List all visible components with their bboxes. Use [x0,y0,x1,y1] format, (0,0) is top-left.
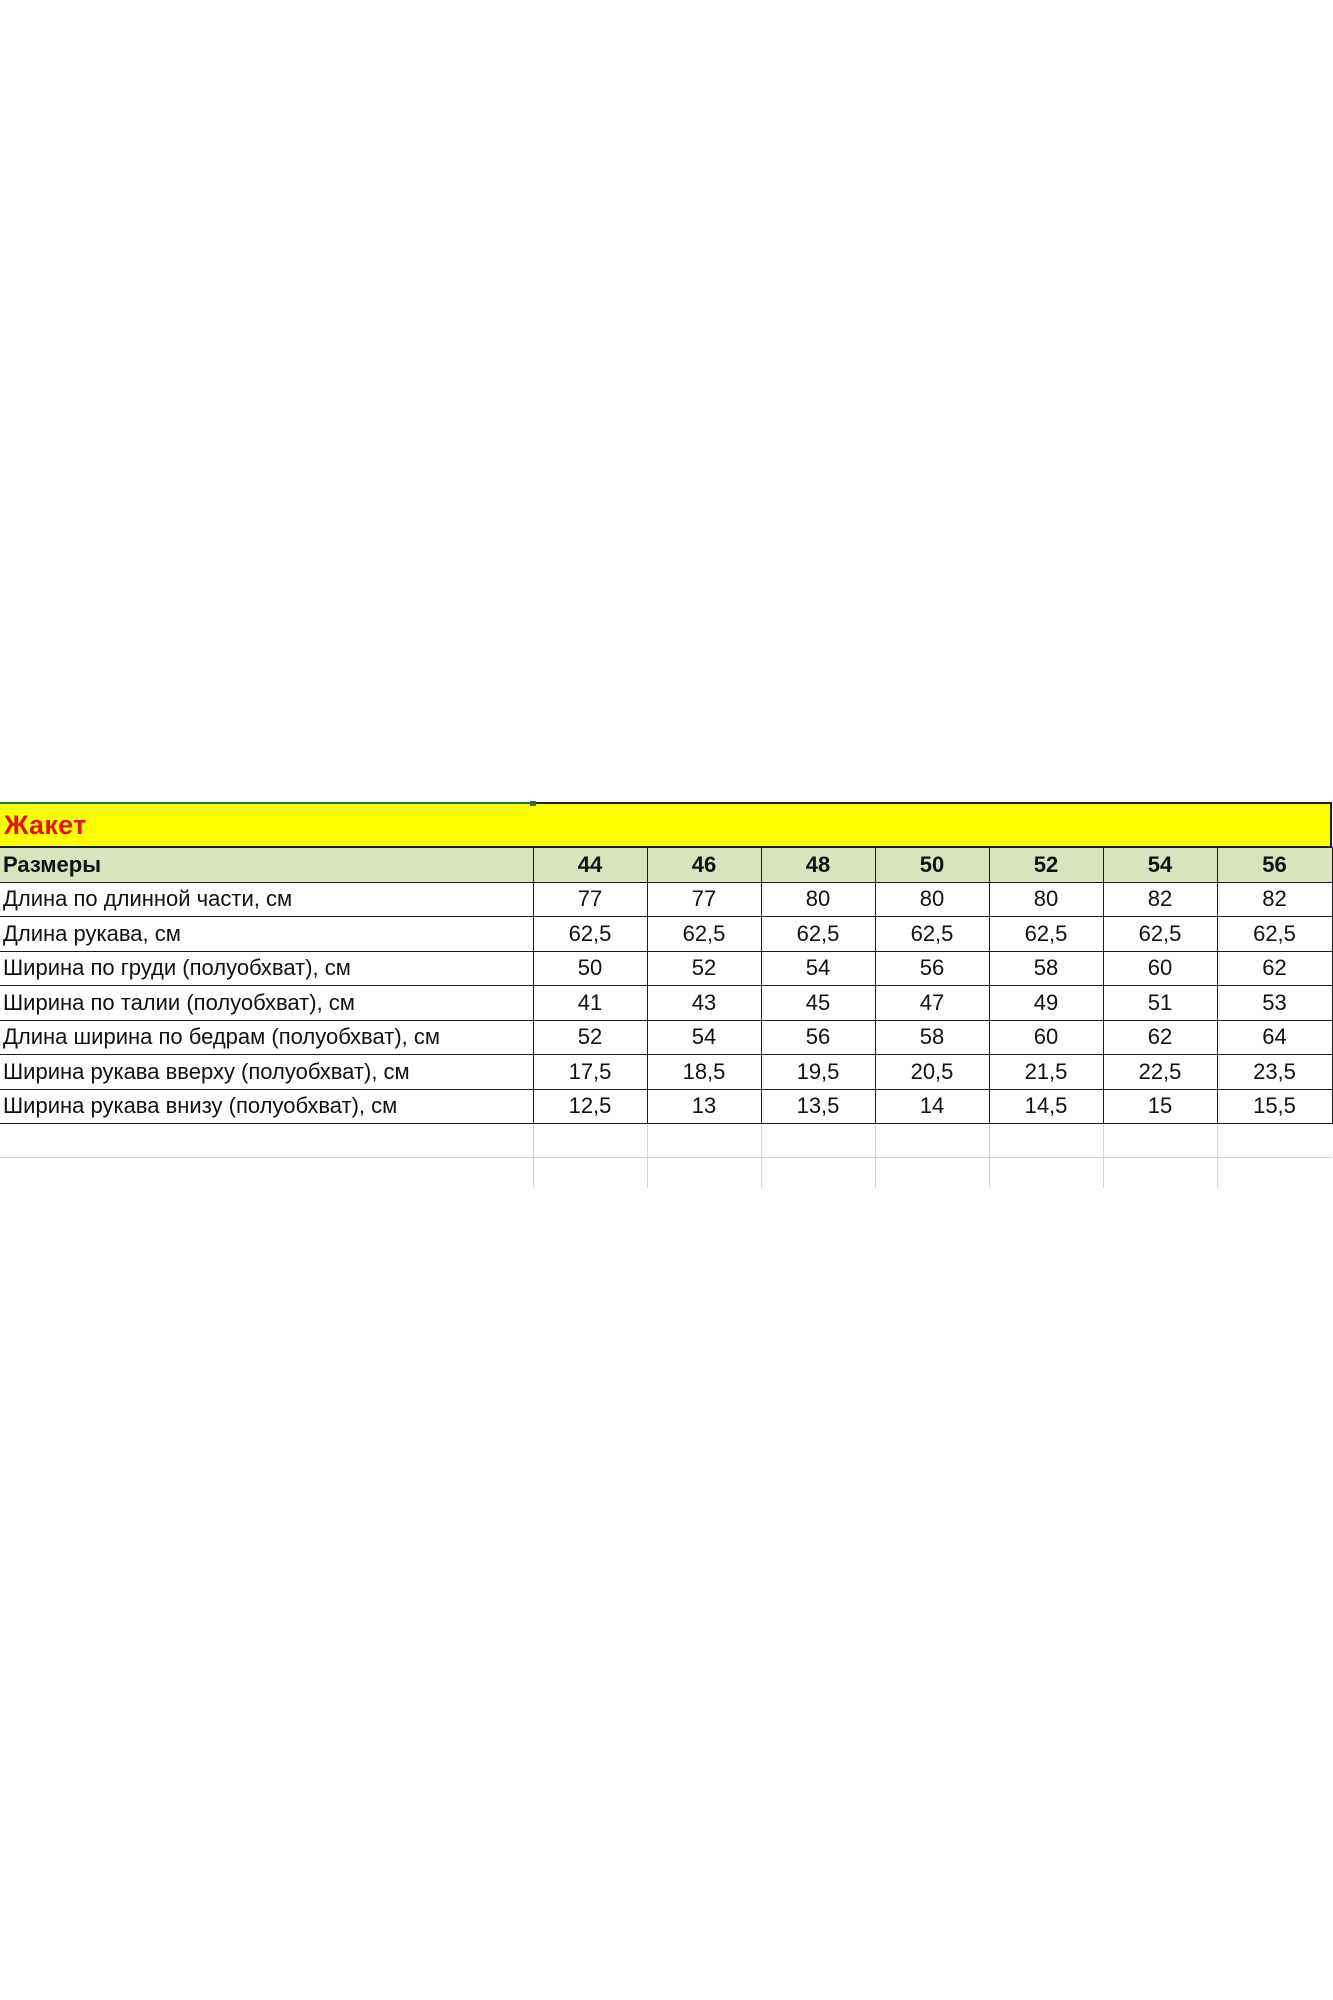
value-cell[interactable]: 12,5 [533,1089,647,1124]
header-row [0,848,1332,883]
row-label-cell[interactable]: Ширина по талии (полуобхват), см [0,986,533,1021]
size-table [0,847,1333,1124]
value-cell[interactable]: 60 [989,1020,1103,1055]
sheet-title: Жакет [4,810,87,840]
value-cell[interactable]: 20,5 [875,1055,989,1090]
value-cell[interactable]: 58 [875,1020,989,1055]
value-cell[interactable]: 47 [875,986,989,1021]
value-cell[interactable]: 82 [1217,882,1332,917]
size-table-body [0,848,1332,1124]
table-row [0,1089,1332,1124]
gridline [1217,1124,1218,1188]
value-cell[interactable]: 43 [647,986,761,1021]
selection-border [0,802,533,804]
value-cell[interactable]: 22,5 [1103,1055,1217,1090]
value-cell[interactable]: 62,5 [989,917,1103,952]
value-cell[interactable]: 80 [761,882,875,917]
value-cell[interactable]: 58 [989,951,1103,986]
size-header-cell[interactable]: 48 [761,848,875,883]
table-row [0,951,1332,986]
value-cell[interactable]: 14,5 [989,1089,1103,1124]
table-row [0,986,1332,1021]
size-chart-sheet [0,802,1333,1188]
value-cell[interactable]: 62,5 [1217,917,1332,952]
value-cell[interactable]: 62,5 [647,917,761,952]
value-cell[interactable]: 54 [647,1020,761,1055]
gridline [989,1124,990,1188]
value-cell[interactable]: 54 [761,951,875,986]
value-cell[interactable]: 49 [989,986,1103,1021]
value-cell[interactable]: 64 [1217,1020,1332,1055]
title-row [0,802,1332,847]
empty-grid-area [0,1124,1332,1188]
value-cell[interactable]: 80 [875,882,989,917]
row-label-cell[interactable]: Длина ширина по бедрам (полуобхват), см [0,1020,533,1055]
value-cell[interactable]: 62,5 [1103,917,1217,952]
value-cell[interactable]: 13,5 [761,1089,875,1124]
size-header-cell[interactable]: 52 [989,848,1103,883]
size-header-cell[interactable]: 46 [647,848,761,883]
value-cell[interactable]: 52 [533,1020,647,1055]
header-label-cell[interactable]: Размеры [0,848,533,883]
value-cell[interactable]: 53 [1217,986,1332,1021]
value-cell[interactable]: 13 [647,1089,761,1124]
table-row [0,917,1332,952]
row-label-cell[interactable]: Ширина рукава внизу (полуобхват), см [0,1089,533,1124]
value-cell[interactable]: 18,5 [647,1055,761,1090]
value-cell[interactable]: 45 [761,986,875,1021]
value-cell[interactable]: 62,5 [533,917,647,952]
gridline [0,1157,1332,1158]
value-cell[interactable]: 17,5 [533,1055,647,1090]
value-cell[interactable]: 21,5 [989,1055,1103,1090]
gridline [1103,1124,1104,1188]
value-cell[interactable]: 77 [647,882,761,917]
table-row [0,882,1332,917]
value-cell[interactable]: 56 [761,1020,875,1055]
value-cell[interactable]: 14 [875,1089,989,1124]
gridline [533,1124,534,1188]
table-row [0,1020,1332,1055]
value-cell[interactable]: 15,5 [1217,1089,1332,1124]
value-cell[interactable]: 60 [1103,951,1217,986]
value-cell[interactable]: 52 [647,951,761,986]
value-cell[interactable]: 82 [1103,882,1217,917]
value-cell[interactable]: 80 [989,882,1103,917]
size-header-cell[interactable]: 54 [1103,848,1217,883]
value-cell[interactable]: 62,5 [875,917,989,952]
row-label-cell[interactable]: Длина рукава, см [0,917,533,952]
value-cell[interactable]: 62 [1217,951,1332,986]
value-cell[interactable]: 56 [875,951,989,986]
value-cell[interactable]: 41 [533,986,647,1021]
value-cell[interactable]: 77 [533,882,647,917]
row-label-cell[interactable]: Ширина рукава вверху (полуобхват), см [0,1055,533,1090]
gridline [761,1124,762,1188]
value-cell[interactable]: 50 [533,951,647,986]
row-label-cell[interactable]: Длина по длинной части, см [0,882,533,917]
gridline [647,1124,648,1188]
value-cell[interactable]: 51 [1103,986,1217,1021]
table-row [0,1055,1332,1090]
size-header-cell[interactable]: 50 [875,848,989,883]
size-header-cell[interactable]: 44 [533,848,647,883]
gridline [875,1124,876,1188]
value-cell[interactable]: 19,5 [761,1055,875,1090]
size-header-cell[interactable]: 56 [1217,848,1332,883]
selection-handle[interactable] [530,801,536,806]
value-cell[interactable]: 23,5 [1217,1055,1332,1090]
value-cell[interactable]: 62 [1103,1020,1217,1055]
row-label-cell[interactable]: Ширина по груди (полуобхват), см [0,951,533,986]
value-cell[interactable]: 62,5 [761,917,875,952]
value-cell[interactable]: 15 [1103,1089,1217,1124]
